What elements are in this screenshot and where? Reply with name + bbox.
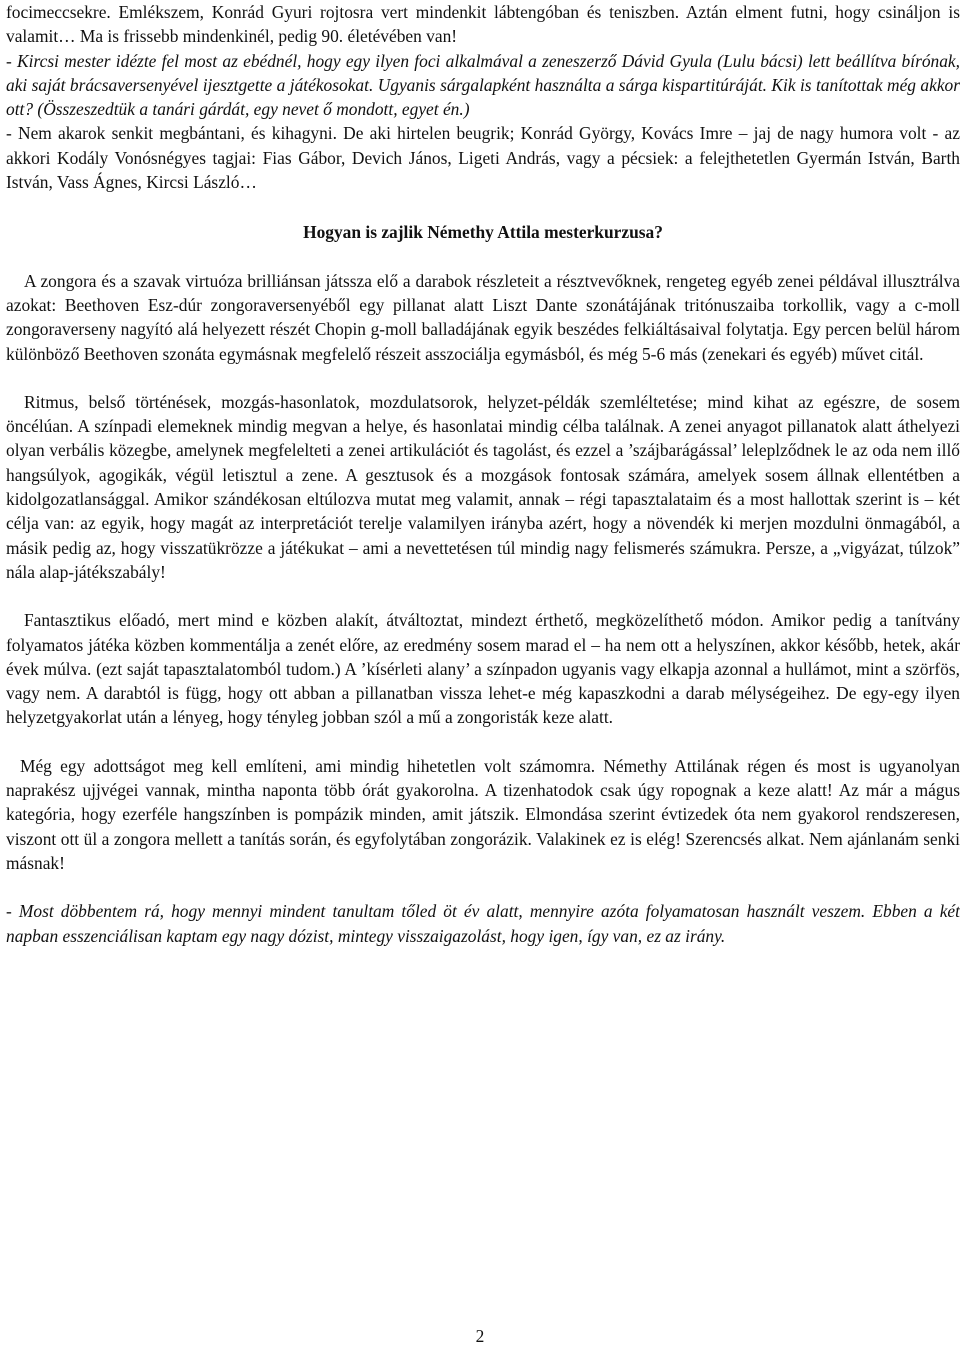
page-number: 2 <box>475 1326 485 1346</box>
body-paragraph-3: Fantasztikus előadó, mert mind e közben alakít, átváltoztat, mindezt érthető, megközelíthető módon. Amikor pedig a tanítvány folyamatos játéka közben kommentálja a zenét előre, az eredmény sosem marad el – ha nem ott a helyszínen, akkor később, hetek, akár évek múlva. (ezt saját tapasztalatomból tudom.) A ’kísérleti alany’ a színpadon ugyanis vagy elkapja azonnal a hullámot, mint a szörfös, vagy nem. A darabtól is függ, hogy ott abban a pillanatban vissza lehet-e még kapaszkodni a darab mélységeihez. De egy-egy ilyen helyzetgyakorlat után a lényeg, hogy tényleg jobban szól a mű a zongoristák keze alatt. <box>6 610 960 728</box>
closing-quote-paragraph: - Most döbbentem rá, hogy mennyi mindent tanultam tőled öt év alatt, mennyire azóta folyamatosan használt veszem. Ebben a két napban esszenciálisan kaptam egy nagy dózist, mintegy visszaigazolást, hogy igen, így van, ez az irány. <box>6 901 960 946</box>
section-heading: Hogyan is zajlik Némethy Attila mesterkurzusa? <box>303 222 663 243</box>
paragraph-spacer <box>6 875 960 899</box>
body-paragraph-2: Ritmus, belső történések, mozgás-hasonlatok, mozdulatsorok, helyzet-példák szemléltetése; mind kihat az egészre, de sosem öncélúan. A színpadi elemeknek mindig megvan a helye, és hasonlatai mindig célba találnak. A zenei anyagot pillanatok alatt áthelyezi olyan verbális közegbe, amelynek megfelelteti a zenei artikulációt és tagolást, és ezzel a ’szájbarágással’ leleplződnek le az oda nem illő hangsúlyok, agogikák, végül letisztul a zene. A gesztusok és a mozgások fontosak számára, amelyek sosem állnak ellentétben a kidolgozatlansággal. Amikor szándékosan eltúlozva mutat meg valamit, annak – régi tapasztalataim és a most hallottak szerint is – két célja van: az egyik, hogy magát az interpretációt terelje valamilyen irányba azért, hogy a növendék ki merjen mozdulni önmagából, a másik pedig az, hogy visszatükrözze a játékukat – ami a nevettetésen túl mindig nagy felismerés számukra. Persze, a „vigyázat, túlzok” nála alap-játékszabály! <box>6 391 960 582</box>
paragraph-spacer <box>6 366 960 390</box>
body-paragraph-1: A zongora és a szavak virtuóza brilliánsan játssza elő a darabok részleteit a résztvevőknek, rengeteg egyéb zenei példával illusztrálva azokat: Beethoven Esz-dúr zongoraversenyéből egy pillanat alatt Liszt Dante szonátájának tritónuszaiba torkollik, vagy a c-moll zongoraverseny nagyító alá helyezett részét Chopin g-moll balladájának egyik beszédes felkiáltásaival folytatja. Egy percen belül három különböző Beethoven szonáta egymásnak megfelelő részeit asszociálja egymásból, és még 5-6 más (zenekari és egyéb) művet citál. <box>6 270 960 364</box>
paragraph-spacer <box>6 584 960 608</box>
intro-paragraph: focimeccsekre. Emlékszem, Konrád Gyuri rojtosra vert mindenkit lábtengóban és teniszben. Aztán elment futni, hogy csináljon is valamit… Ma is frissebb mindenkinél, pedig 90. életévében van! <box>6 2 960 47</box>
dialogue-answer-paragraph: - Nem akarok senkit megbántani, és kihagyni. De aki hirtelen beugrik; Konrád György, Kovács Imre – jaj de nagy humora volt - az akkori Kodály Vonósnégyes tagjai: Fias Gábor, Devich János, Ligeti András, vagy a pécsiek: a felejthetetlen Gyermán István, Barth István, Vass Ágnes, Kircsi László… <box>6 123 960 193</box>
italic-dialogue-paragraph: - Kircsi mester idézte fel most az ebédnél, hogy egy ilyen foci alkalmával a zeneszerző Dávid Gyula (Lulu bácsi) lett beállítva bírónak, aki saját brácsaversenyével ijesztgette a játékosokat. Ugyanis sárgalapként használta a sárga kispartitúráját. Kik is tanítottak még akkor ott? (Összeszedtük a tanári gárdát, egy nevet ő mondott, egyet én.) <box>6 50 960 120</box>
paragraph-spacer <box>6 730 960 754</box>
body-paragraph-4: Még egy adottságot meg kell említeni, ami mindig hihetetlen volt számomra. Némethy Attilának régen és most is ugyanolyan naprakész ujjvégei vannak, mintha naponta több órát gyakorolna. A tizenhatodok csak úgy ropognak a keze alatt! Az már a mágus kategória, hogy ezerféle hangszínben is pompázik minden, amit játszik. Elmondása szerint évtizedek óta nem gyakorol rendszeresen, viszont ott ül a zongora mellett a tanítás során, és egyfolytában zongorázik. Valakinek ez is elég! Szerencsés alkat. Nem ajánlanám senki másnak! <box>6 755 960 873</box>
document-page <box>6 0 960 948</box>
